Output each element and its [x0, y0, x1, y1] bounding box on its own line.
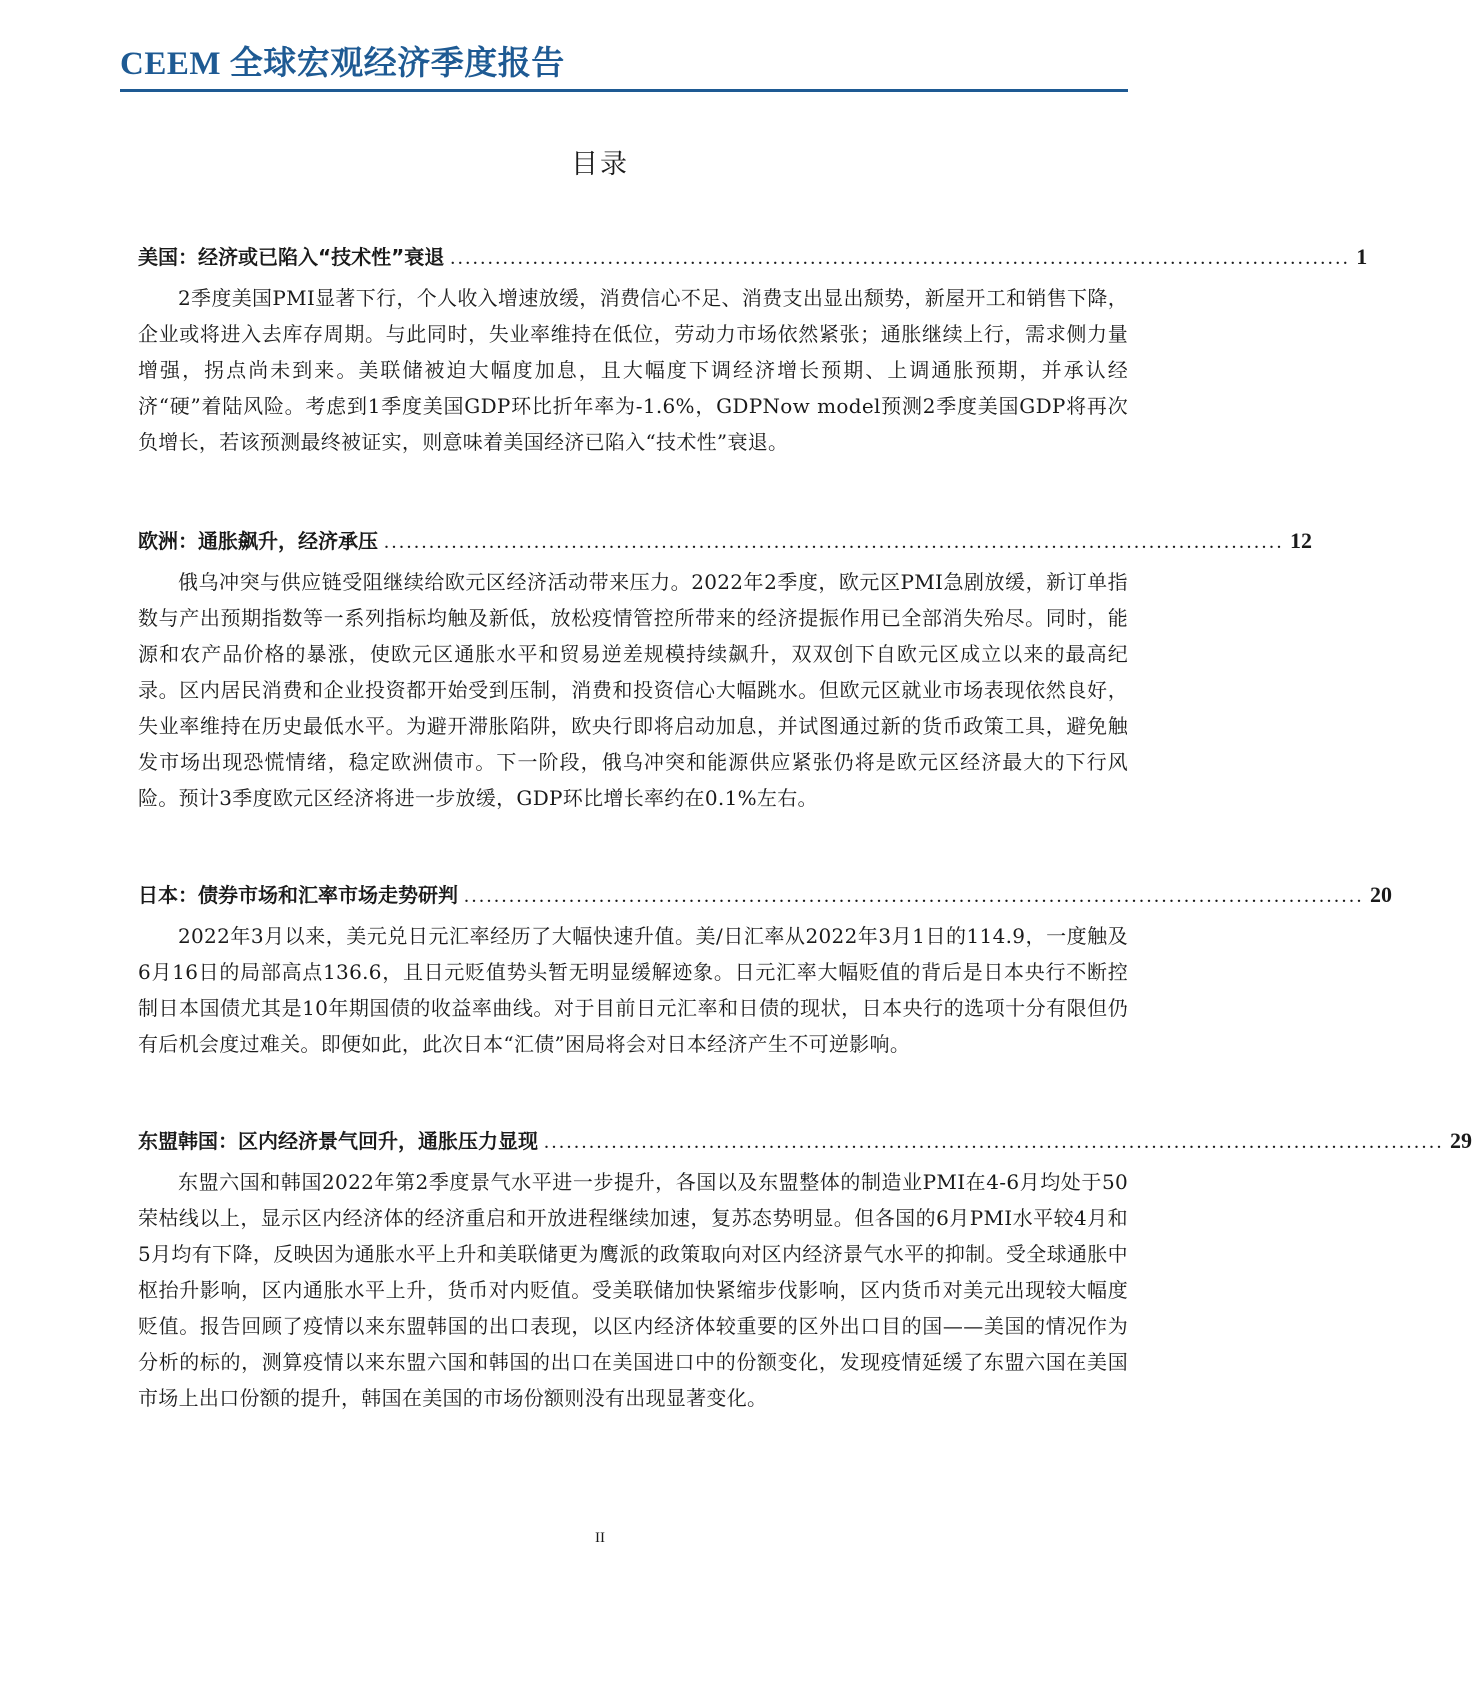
- toc-entry-title: 欧洲：通胀飙升，经济承压: [138, 529, 378, 553]
- toc-entry-asean-korea: [138, 1124, 1472, 1416]
- toc-entry-us: [138, 240, 1368, 460]
- toc-entry-title: 日本：债券市场和汇率市场走势研判: [138, 883, 458, 907]
- toc-link-europe[interactable]: [138, 524, 1312, 558]
- toc-leader-dots: ........................................................................................................................: [544, 1131, 1444, 1153]
- toc-leader-dots: ........................................................................................................................: [450, 247, 1351, 269]
- toc-entry-summary: 2022年3月以来，美元兑日元汇率经历了大幅快速升值。美/日汇率从2022年3月1日的114.9，一度触及6月16日的局部高点136.6，且日元贬值势头暂无明显缓解迹象。日元汇率大幅贬值的背后是日本央行不断控制日本国债尤其是10年期国债的收益率曲线。对于目前日元汇率和日债的现状，日本央行的选项十分有限但仍有后机会度过难关。即便如此，此次日本“汇债”困局将会对日本经济产生不可逆影响。: [138, 924, 1128, 1056]
- page-number: II: [595, 1530, 605, 1546]
- toc-entry-summary: 2季度美国PMI显著下行，个人收入增速放缓，消费信心不足、消费支出显出颓势，新屋开工和销售下降，企业或将进入去库存周期。与此同时，失业率维持在低位，劳动力市场依然紧张；通胀继续上行，需求侧力量增强，拐点尚未到来。美联储被迫大幅度加息，且大幅度下调经济增长预期、上调通胀预期，并承认经济“硬”着陆风险。考虑到1季度美国GDP环比折年率为-1.6%，GDPNow model预测2季度美国GDP将再次负增长，若该预测最终被证实，则意味着美国经济已陷入“技术性”衰退。: [138, 286, 1128, 454]
- header-divider: [120, 89, 1128, 92]
- toc-entry-title: 美国：经济或已陷入“技术性”衰退: [138, 245, 445, 269]
- toc-page-number: 1: [1356, 244, 1368, 269]
- toc-entry-title: 东盟韩国：区内经济景气回升，通胀压力显现: [138, 1129, 538, 1153]
- toc-page-number: 20: [1370, 882, 1392, 907]
- toc-entry-europe: [138, 524, 1312, 816]
- report-title: CEEM 全球宏观经济季度报告: [120, 46, 565, 82]
- toc-leader-dots: ........................................................................................................................: [384, 531, 1284, 553]
- toc-link-us[interactable]: [138, 240, 1368, 274]
- report-header: [120, 44, 1128, 84]
- toc-heading: 目录: [571, 149, 629, 180]
- toc-link-asean-korea[interactable]: [138, 1124, 1472, 1158]
- toc-entry-japan: [138, 878, 1392, 1062]
- toc-page-number: 29: [1450, 1128, 1472, 1153]
- toc-page-number: 12: [1290, 528, 1312, 553]
- toc-link-japan[interactable]: [138, 878, 1392, 912]
- toc-entry-summary: 俄乌冲突与供应链受阻继续给欧元区经济活动带来压力。2022年2季度，欧元区PMI急剧放缓，新订单指数与产出预期指数等一系列指标均触及新低，放松疫情管控所带来的经济提振作用已全部消失殆尽。同时，能源和农产品价格的暴涨，使欧元区通胀水平和贸易逆差规模持续飙升，双双创下自欧元区成立以来的最高纪录。区内居民消费和企业投资都开始受到压制，消费和投资信心大幅跳水。但欧元区就业市场表现依然良好，失业率维持在历史最低水平。为避开滞胀陷阱，欧央行即将启动加息，并试图通过新的货币政策工具，避免触发市场出现恐慌情绪，稳定欧洲债市。下一阶段，俄乌冲突和能源供应紧张仍将是欧元区经济最大的下行风险。预计3季度欧元区经济将进一步放缓，GDP环比增长率约在0.1%左右。: [138, 570, 1128, 810]
- toc-leader-dots: ........................................................................................................................: [464, 885, 1364, 907]
- toc-entry-summary: 东盟六国和韩国2022年第2季度景气水平进一步提升，各国以及东盟整体的制造业PMI在4-6月均处于50荣枯线以上，显示区内经济体的经济重启和开放进程继续加速，复苏态势明显。但各国的6月PMI水平较4月和5月均有下降，反映因为通胀水平上升和美联储更为鹰派的政策取向对区内经济景气水平的抑制。受全球通胀中枢抬升影响，区内通胀水平上升，货币对内贬值。受美联储加快紧缩步伐影响，区内货币对美元出现较大幅度贬值。报告回顾了疫情以来东盟韩国的出口表现，以区内经济体较重要的区外出口目的国——美国的情况作为分析的标的，测算疫情以来东盟六国和韩国的出口在美国进口中的份额变化，发现疫情延缓了东盟六国在美国市场上出口份额的提升，韩国在美国的市场份额则没有出现显著变化。: [138, 1170, 1128, 1410]
